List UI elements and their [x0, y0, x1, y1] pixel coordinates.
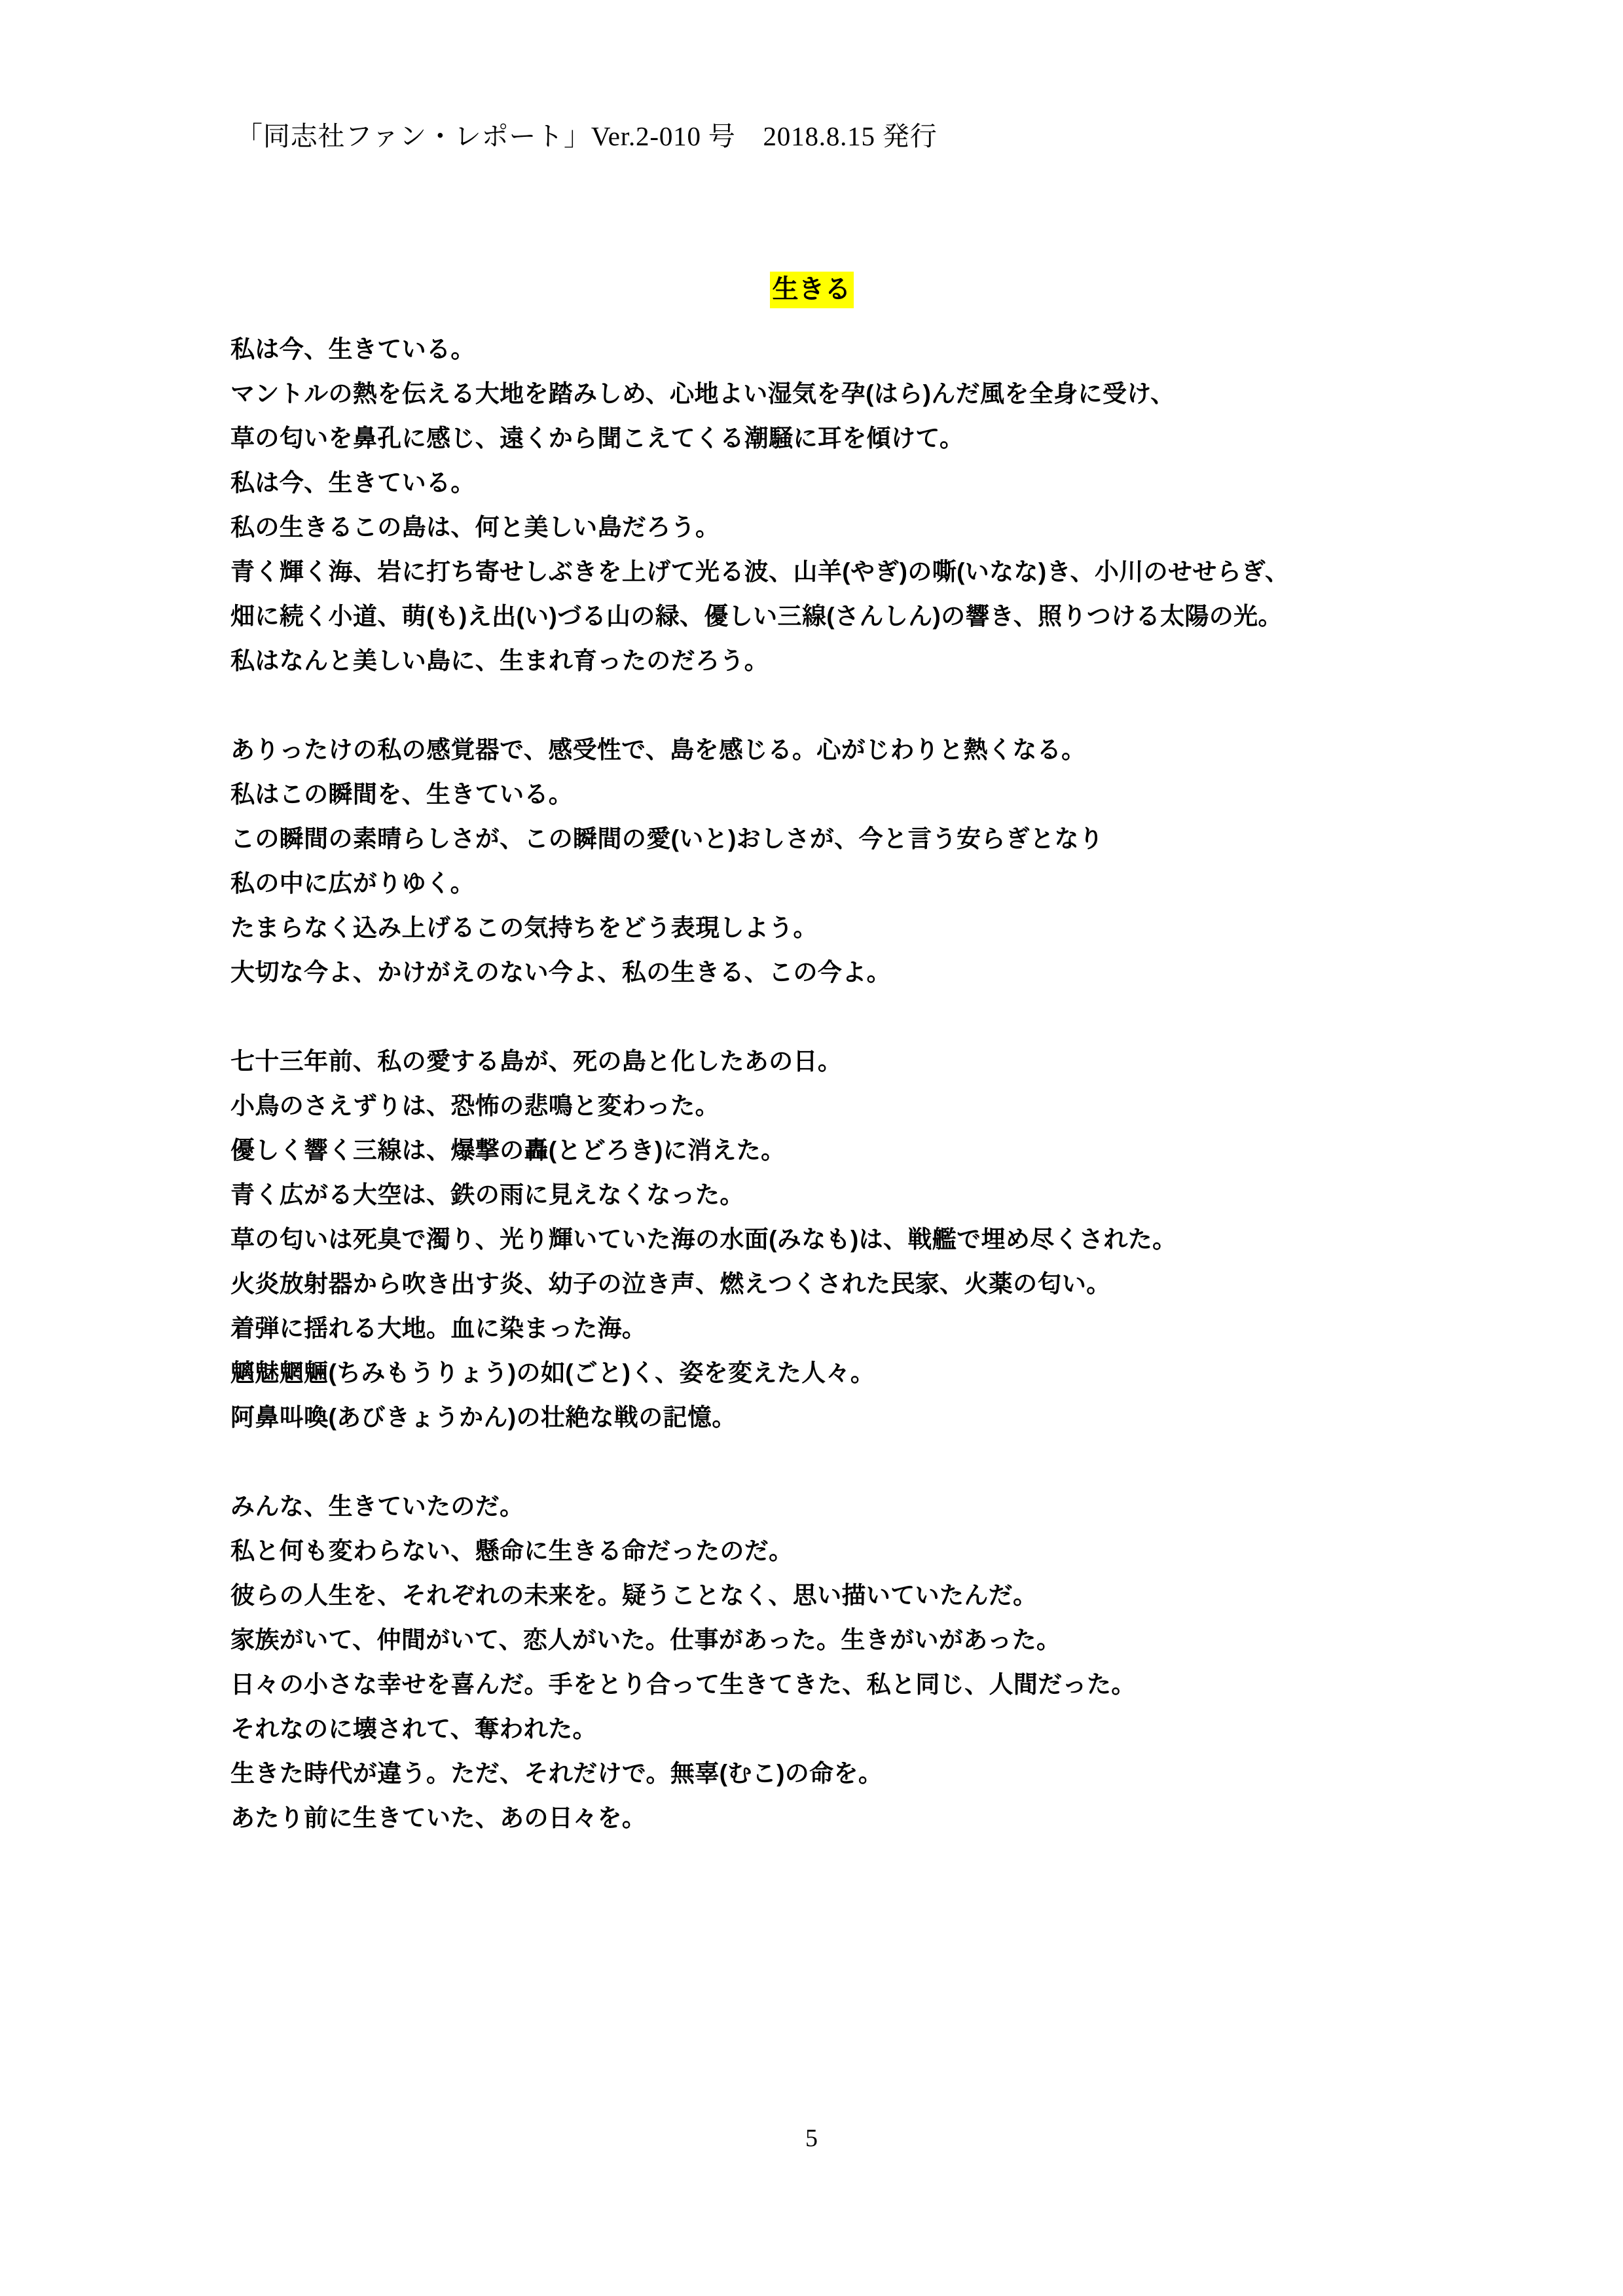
poem-stanza	[230, 1039, 1474, 1440]
page-number: 5	[805, 2125, 818, 2152]
poem-line: 七十三年前、私の愛する島が、死の島と化したあの日。	[230, 1048, 843, 1075]
poem-stanza	[230, 1484, 1474, 1840]
poem-line: 生きた時代が違う。ただ、それだけで。無辜(むこ)の命を。	[230, 1760, 883, 1787]
poem-stanza	[230, 327, 1474, 683]
poem-line: 私の生きるこの島は、何と美しい島だろう。	[230, 514, 720, 541]
poem-line: 私の中に広がりゆく。	[230, 870, 475, 897]
poem-line: 着弾に揺れる大地。血に染まった海。	[230, 1315, 647, 1342]
poem-line: 私は今、生きている。	[230, 336, 475, 363]
poem-line: 阿鼻叫喚(あびきょうかん)の壮絶な戦の記憶。	[230, 1404, 737, 1431]
page-title: 生きる	[770, 272, 854, 308]
poem-body	[230, 327, 1474, 1840]
poem-stanza	[230, 728, 1474, 995]
poem-line: ありったけの私の感覚器で、感受性で、島を感じる。心がじわりと熱くなる。	[230, 736, 1086, 763]
poem-line: みんな、生きていたのだ。	[230, 1493, 524, 1520]
poem-line: 草の匂いは死臭で濁り、光り輝いていた海の水面(みなも)は、戦艦で埋め尽くされた。	[230, 1226, 1177, 1253]
poem-line: 私は今、生きている。	[230, 469, 475, 496]
document-header: 「同志社ファン・レポート」Ver.2-010 号 2018.8.15 発行	[236, 121, 938, 151]
poem-line: 畑に続く小道、萌(も)え出(い)づる山の緑、優しい三線(さんしん)の響き、照りつける太陽の光。	[230, 603, 1283, 630]
poem-line: 優しく響く三線は、爆撃の轟(とどろき)に消えた。	[230, 1137, 786, 1164]
poem-line: 家族がいて、仲間がいて、恋人がいた。仕事があった。生きがいがあった。	[230, 1626, 1061, 1653]
poem-line: たまらなく込み上げるこの気持ちをどう表現しよう。	[230, 914, 818, 941]
poem-line: 私と何も変わらない、懸命に生きる命だったのだ。	[230, 1537, 793, 1564]
poem-line: この瞬間の素晴らしさが、この瞬間の愛(いと)おしさが、今と言う安らぎとなり	[230, 825, 1104, 852]
poem-line: 火炎放射器から吹き出す炎、幼子の泣き声、燃えつくされた民家、火薬の匂い。	[230, 1270, 1111, 1297]
poem-line: 小鳥のさえずりは、恐怖の悲鳴と変わった。	[230, 1092, 720, 1119]
poem-line: 魑魅魍魎(ちみもうりょう)の如(ごと)く、姿を変えた人々。	[230, 1359, 875, 1386]
poem-line: それなのに壊されて、奪われた。	[230, 1715, 597, 1742]
poem-line: 草の匂いを鼻孔に感じ、遠くから聞こえてくる潮騒に耳を傾けて。	[230, 425, 964, 452]
poem-line: 日々の小さな幸せを喜んだ。手をとり合って生きてきた、私と同じ、人間だった。	[230, 1671, 1136, 1698]
poem-line: 彼らの人生を、それぞれの未来を。疑うことなく、思い描いていたんだ。	[230, 1582, 1038, 1609]
poem-line: 青く広がる大空は、鉄の雨に見えなくなった。	[230, 1181, 744, 1208]
poem-line: マントルの熱を伝える大地を踏みしめ、心地よい湿気を孕(はら)んだ風を全身に受け、	[230, 380, 1175, 407]
poem-title-container	[0, 272, 1623, 308]
poem-line: 青く輝く海、岩に打ち寄せしぶきを上げて光る波、山羊(やぎ)の嘶(いなな)き、小川のせせらぎ、	[230, 558, 1290, 585]
poem-line: 私はなんと美しい島に、生まれ育ったのだろう。	[230, 647, 769, 674]
poem-line: あたり前に生きていた、あの日々を。	[230, 1804, 647, 1831]
poem-line: 私はこの瞬間を、生きている。	[230, 781, 574, 808]
poem-line: 大切な今よ、かけがえのない今よ、私の生きる、この今よ。	[230, 959, 891, 986]
